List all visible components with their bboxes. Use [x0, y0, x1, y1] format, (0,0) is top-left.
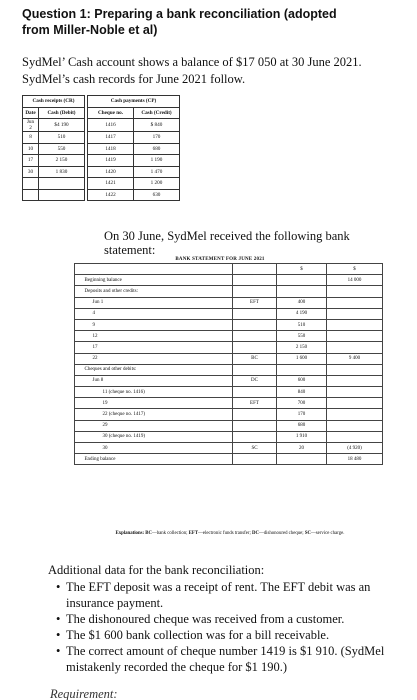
table-row: [75, 409, 383, 420]
row-label: Beginning balance: [83, 275, 233, 286]
row-code: [233, 364, 277, 375]
row-balance: 18 480: [327, 454, 383, 465]
list-item: • The dishonoured cheque was received from a customer.: [56, 612, 345, 626]
row-label: Deposits and other credits:: [83, 286, 233, 297]
table-row: 1421 1 200: [23, 178, 180, 190]
question-heading-line2: from Miller-Noble et al): [22, 23, 158, 37]
row-code: [233, 331, 277, 342]
list-item: • The correct amount of cheque number 1419 is $1 910. (SydMel mistakenly recorded the cheque for $1 190.): [56, 644, 385, 674]
row-code: [233, 342, 277, 353]
table-row: 17 2 150 1419 1 190: [23, 155, 180, 167]
row-code: SC: [233, 443, 277, 454]
row-amount: [277, 286, 327, 297]
table-row: [75, 375, 383, 386]
table-row: 1422 630: [23, 189, 180, 201]
table-row: [75, 286, 383, 297]
table-row: [75, 431, 383, 442]
bank-statement-title: BANK STATEMENT FOR JUNE 2021: [175, 257, 265, 262]
table-row: [75, 308, 383, 319]
row-amount: 600: [277, 375, 327, 386]
table-row: [75, 297, 383, 308]
row-label: 9: [83, 319, 233, 330]
table-row: [75, 331, 383, 342]
list-item: • The EFT deposit was a receipt of rent. The EFT debit was an insurance payment.: [56, 580, 371, 610]
cash-payments-header: Cash payments (CP): [88, 96, 180, 108]
row-code: DC: [233, 375, 277, 386]
table-row: [75, 319, 383, 330]
row-amount: 550: [277, 331, 327, 342]
row-amount: 1 910: [277, 431, 327, 442]
row-code: [233, 409, 277, 420]
row-label: 29: [83, 420, 233, 431]
cash-receipts-header: Cash receipts (CR): [23, 96, 85, 108]
row-code: [233, 454, 277, 465]
row-code: [233, 275, 277, 286]
table-row: [75, 443, 383, 454]
row-amount: 4 190: [277, 308, 327, 319]
table-row: [75, 364, 383, 375]
row-balance: [327, 375, 383, 386]
row-label: Ending balance: [83, 454, 233, 465]
table-row: [75, 420, 383, 431]
table-row: [75, 387, 383, 398]
bullet-icon: •: [56, 628, 61, 642]
row-code: [233, 286, 277, 297]
row-balance: (4 920): [327, 443, 383, 454]
row-balance: [327, 331, 383, 342]
col-cheque-no: Cheque no.: [88, 107, 134, 119]
row-code: [233, 420, 277, 431]
row-amount: 170: [277, 409, 327, 420]
row-label: 11 (cheque no. 1416): [83, 387, 233, 398]
row-label: 22 (cheque no. 1417): [83, 409, 233, 420]
additional-data-list: [56, 579, 408, 675]
row-label: 19: [83, 398, 233, 409]
row-balance: [327, 409, 383, 420]
row-label: 4: [83, 308, 233, 319]
table-row: 30 1 830 1420 1 470: [23, 166, 180, 178]
row-amount: 510: [277, 319, 327, 330]
row-balance: [327, 387, 383, 398]
row-balance: [327, 286, 383, 297]
col-a-header: $: [277, 264, 327, 275]
row-amount: [277, 454, 327, 465]
table-row: 10 550 1418 680: [23, 143, 180, 155]
explanations-note: Explanations: BC—bank collection; EFT—electronic funds transfer; DC—dishonoured cheque; SC—service charge.: [115, 531, 345, 536]
row-label: 12: [83, 331, 233, 342]
table-row: 8 510 1417 170: [23, 132, 180, 144]
table-row: [75, 398, 383, 409]
row-label: Cheques and other debits:: [83, 364, 233, 375]
row-balance: [327, 431, 383, 442]
table-row: [75, 454, 383, 465]
cash-records-table: [22, 95, 180, 201]
intro-paragraph: SydMel’ Cash account shows a balance of $17 050 at 30 June 2021. SydMel’s cash records for June 2021 follow.: [22, 55, 362, 86]
row-code: EFT: [233, 398, 277, 409]
bullet-icon: •: [56, 612, 61, 626]
question-heading: [22, 6, 402, 38]
row-code: [233, 319, 277, 330]
row-amount: 680: [277, 420, 327, 431]
row-amount: 1 600: [277, 353, 327, 364]
row-balance: [327, 398, 383, 409]
table-row: [75, 342, 383, 353]
row-balance: [327, 364, 383, 375]
row-code: [233, 387, 277, 398]
row-code: EFT: [233, 297, 277, 308]
row-code: [233, 431, 277, 442]
row-balance: [327, 297, 383, 308]
row-label: 30 (cheque no. 1419): [83, 431, 233, 442]
row-amount: [277, 364, 327, 375]
col-b-header: $: [327, 264, 383, 275]
row-amount: 400: [277, 297, 327, 308]
question-heading-line1: Question 1: Preparing a bank reconciliation (adopted: [22, 7, 337, 21]
bank-header-row: [75, 264, 383, 275]
col-cash-credit: Cash (Credit): [134, 107, 180, 119]
row-balance: [327, 420, 383, 431]
row-label: Jun 1: [83, 297, 233, 308]
requirement-heading: Requirement:: [50, 687, 118, 700]
row-amount: 700: [277, 398, 327, 409]
row-balance: 9 400: [327, 353, 383, 364]
col-date: Date: [23, 107, 39, 119]
row-amount: 840: [277, 387, 327, 398]
list-item: • The $1 600 bank collection was for a bill receivable.: [56, 628, 330, 642]
row-amount: 2 150: [277, 342, 327, 353]
bullet-icon: •: [56, 644, 61, 658]
row-code: [233, 308, 277, 319]
row-balance: [327, 342, 383, 353]
row-balance: 14 000: [327, 275, 383, 286]
row-balance: [327, 308, 383, 319]
row-code: BC: [233, 353, 277, 364]
row-label: Jun 8: [83, 375, 233, 386]
bank-statement-intro: On 30 June, SydMel received the following bank statement:: [104, 229, 350, 257]
row-label: 22: [83, 353, 233, 364]
row-label: 17: [83, 342, 233, 353]
row-amount: 20: [277, 443, 327, 454]
table-row: [75, 353, 383, 364]
row-amount: [277, 275, 327, 286]
table-row: Jun 2 $4 190 1416 $ 840: [23, 119, 180, 132]
table-row: [75, 275, 383, 286]
row-label: 30: [83, 443, 233, 454]
bank-statement-table: [74, 263, 383, 465]
bullet-icon: •: [56, 580, 61, 594]
col-cash-debit: Cash (Debit): [39, 107, 85, 119]
row-balance: [327, 319, 383, 330]
additional-data-title: Additional data for the bank reconciliation:: [48, 563, 265, 577]
